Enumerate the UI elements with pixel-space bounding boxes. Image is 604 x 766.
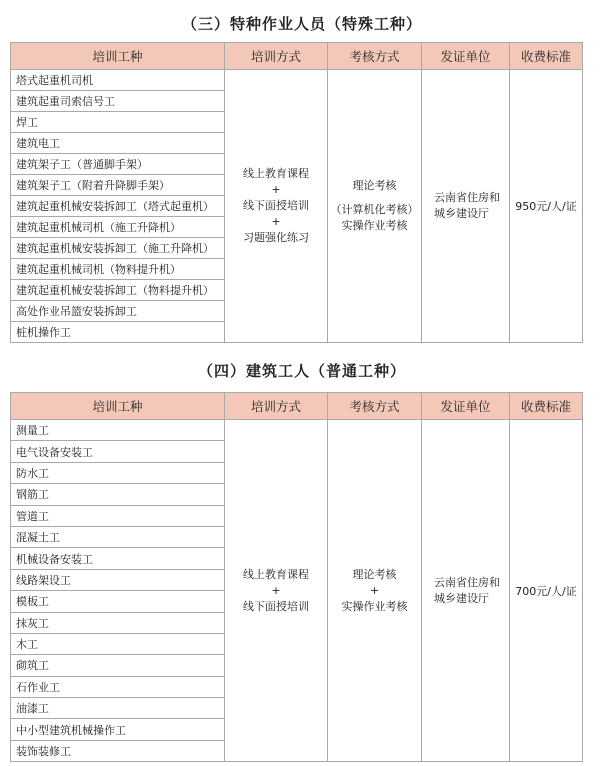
job-cell: 机械设备安装工: [11, 548, 225, 569]
table-header-row: [11, 43, 583, 70]
section3-table: [10, 42, 583, 343]
job-cell: 塔式起重机司机: [11, 70, 225, 91]
header-training: 培训方式: [225, 393, 328, 420]
job-cell: 防水工: [11, 462, 225, 483]
section4-table: [10, 392, 583, 762]
header-issuer: 发证单位: [422, 43, 510, 70]
assessment-line: （计算机化考核）: [330, 203, 419, 217]
training-line: +: [271, 214, 281, 228]
job-cell: 焊工: [11, 112, 225, 133]
header-assessment: 考核方式: [328, 43, 422, 70]
header-issuer: 发证单位: [422, 393, 510, 420]
job-cell: 高处作业吊篮安装拆卸工: [11, 301, 225, 322]
job-cell: 油漆工: [11, 698, 225, 719]
table-header-row: [11, 393, 583, 420]
job-cell: 木工: [11, 633, 225, 654]
header-training: 培训方式: [225, 43, 328, 70]
assessment-method-cell: [328, 70, 422, 343]
training-method-cell: [225, 420, 328, 762]
issuer-line: 云南省住房和: [434, 575, 500, 589]
job-cell: 建筑电工: [11, 133, 225, 154]
issuer-line: 云南省住房和: [434, 191, 500, 205]
header-fee: 收费标准: [510, 393, 583, 420]
training-line: 线上教育课程: [243, 567, 309, 581]
issuer-line: 城乡建设厅: [434, 207, 489, 220]
job-cell: 钢筋工: [11, 484, 225, 505]
section3-title: （三）特种作业人员（特殊工种）: [181, 15, 422, 33]
job-cell: 建筑起重机械司机（施工升降机）: [11, 217, 225, 238]
section4-title: （四）建筑工人（普通工种）: [197, 362, 406, 380]
assessment-line: 实操作业考核: [341, 599, 408, 613]
job-cell: 砌筑工: [11, 655, 225, 676]
issuer-line: 城乡建设厅: [434, 591, 489, 605]
job-cell: 建筑起重机械安装拆卸工（塔式起重机）: [11, 196, 225, 217]
header-fee: 收费标准: [510, 43, 583, 70]
job-cell: 抹灰工: [11, 612, 225, 633]
training-line: 习题强化练习: [243, 230, 309, 244]
job-cell: 测量工: [11, 420, 225, 441]
job-cell: 建筑起重机械安装拆卸工（施工升降机）: [11, 238, 225, 259]
training-line: 线上教育课程: [243, 167, 309, 181]
fee-cell: 950元/人/证: [510, 70, 583, 343]
assessment-line: 理论考核: [352, 179, 397, 193]
job-cell: 中小型建筑机械操作工: [11, 719, 225, 740]
training-line: +: [271, 183, 281, 197]
job-cell: 模板工: [11, 591, 225, 612]
job-cell: 混凝土工: [11, 526, 225, 547]
job-cell: 建筑架子工（普通脚手架）: [11, 154, 225, 175]
assessment-line: +: [369, 583, 380, 597]
fee-cell: 700元/人/证: [510, 420, 583, 762]
training-line: 线下面授培训: [243, 599, 309, 613]
job-cell: 建筑起重司索信号工: [11, 91, 225, 112]
job-cell: 建筑架子工（附着升降脚手架）: [11, 175, 225, 196]
job-cell: 桩机操作工: [11, 322, 225, 343]
issuer-cell: [422, 420, 510, 762]
assessment-method-cell: [328, 420, 422, 762]
header-job: 培训工种: [11, 43, 225, 70]
training-line: 线下面授培训: [243, 199, 309, 213]
issuer-cell: [422, 70, 510, 343]
header-job: 培训工种: [11, 393, 225, 420]
job-cell: 石作业工: [11, 676, 225, 697]
job-cell: 线路架设工: [11, 569, 225, 590]
training-line: +: [271, 583, 281, 597]
job-cell: 建筑起重机械安装拆卸工（物料提升机）: [11, 280, 225, 301]
assessment-line: 理论考核: [352, 567, 397, 581]
table-row: [11, 70, 583, 91]
header-assessment: 考核方式: [328, 393, 422, 420]
job-cell: 电气设备安装工: [11, 441, 225, 462]
job-cell: 管道工: [11, 505, 225, 526]
job-cell: 装饰装修工: [11, 740, 225, 761]
training-method-cell: [225, 70, 328, 343]
table-row: [11, 420, 583, 441]
job-cell: 建筑起重机械司机（物料提升机）: [11, 259, 225, 280]
assessment-line: 实操作业考核: [341, 218, 408, 232]
